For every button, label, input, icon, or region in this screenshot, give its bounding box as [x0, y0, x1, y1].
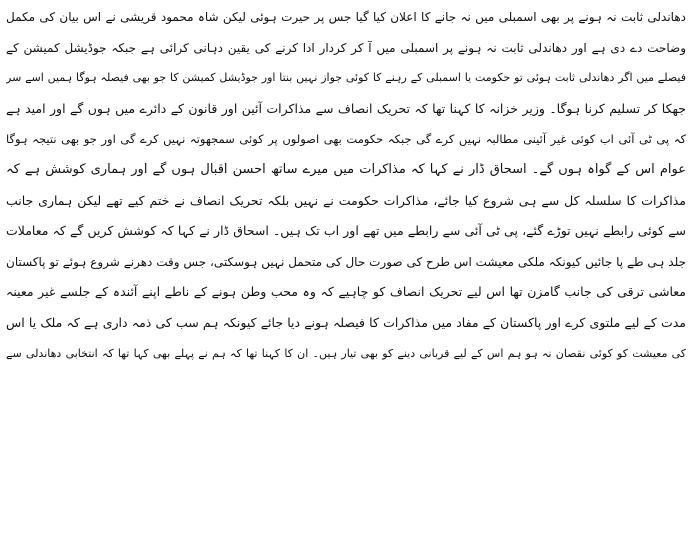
article-line: معاشی ترقی کی جانب گامزن تھا اس لیے تحریک انصاف کو چاہیے کہ وہ محب وطن ہونے کے ناطے اپنے آئندہ کے جلسے غیر معینہ: [6, 284, 686, 300]
article-line: دھاندلی ثابت نہ ہونے پر بھی اسمبلی میں نہ جانے کا اعلان کیا گیا جس پر حیرت ہوئی لیکن شاہ محمود قریشی نے اس بیان کی مکمل: [6, 10, 686, 24]
article-body: [6, 2, 686, 369]
article-line: وضاحت دے دی ہے اور دھاندلی ثابت نہ ہونے پر اسمبلی میں آ کر کردار ادا کرنے کی یقین دہانی کرائی ہے جبکہ جوڈیشل کمیشن کے: [6, 40, 686, 55]
article-line: سے کوئی رابطے نہیں توڑے گئے، پی ٹی آئی سے رابطے میں تھے اور اب تک ہیں۔ اسحاق ڈار نے کہا کہ کوشش کریں گے کہ معاملات: [6, 223, 686, 239]
article-line: کہ پی ٹی آئی اب کوئی غیر آئینی مطالبہ نہیں کرے گی جبکہ حکومت بھی اصولوں پر کوئی سمجھوتہ نہیں کرے گی اور جو بھی نتیجہ ہوگا: [6, 132, 686, 147]
article-line: کی معیشت کو کوئی نقصان نہ ہو ہم اس کے لیے قربانی دینے کو بھی تیار ہیں۔ ان کا کہنا تھا کہ ہم نے پہلے بھی کہا تھا کہ انتخابی دھاندلی سے: [6, 346, 686, 360]
article-line: مدت کے لیے ملتوی کرے اور پاکستان کے مفاد میں مذاکرات کا فیصلہ ہونے دیا جائے کیونکہ ہم سب کی ذمہ داری ہے کہ ملک یا اس: [6, 314, 686, 330]
article-line: مذاکرات کا سلسلہ کل سے ہی شروع کیا جائے، مذاکرات حکومت نے نہیں بلکہ تحریک انصاف نے ختم کیے تھے لیکن ہماری جانب: [6, 192, 686, 208]
article-line: جلد ہی طے پا جائیں کیونکہ ملکی معیشت اس طرح کی صورت حال کی متحمل نہیں ہوسکتی، جس وقت دھرنے شروع ہوئے تو پاکستان: [6, 254, 686, 269]
article-line: جھکا کر تسلیم کرنا ہوگا۔ وزیر خزانہ کا کہنا تھا کہ تحریک انصاف سے مذاکرات آئین اور قانون کے دائرے میں ہوں گے اور امید ہے: [6, 100, 686, 116]
article-line: عوام اس کے گواہ ہوں گے۔ اسحاق ڈار نے کہا کہ مذاکرات میں میرے ساتھ احسن اقبال ہوں گے اور ہماری کوشش ہے کہ: [6, 161, 686, 177]
article-line: فیصلے میں اگر دھاندلی ثابت ہوئی تو حکومت یا اسمبلی کے رہنے کا کوئی جواز نہیں بنتا اور جوڈیشل کمیشن کا جو بھی فیصلہ ہوگا ہمیں اسے سر: [6, 71, 686, 85]
